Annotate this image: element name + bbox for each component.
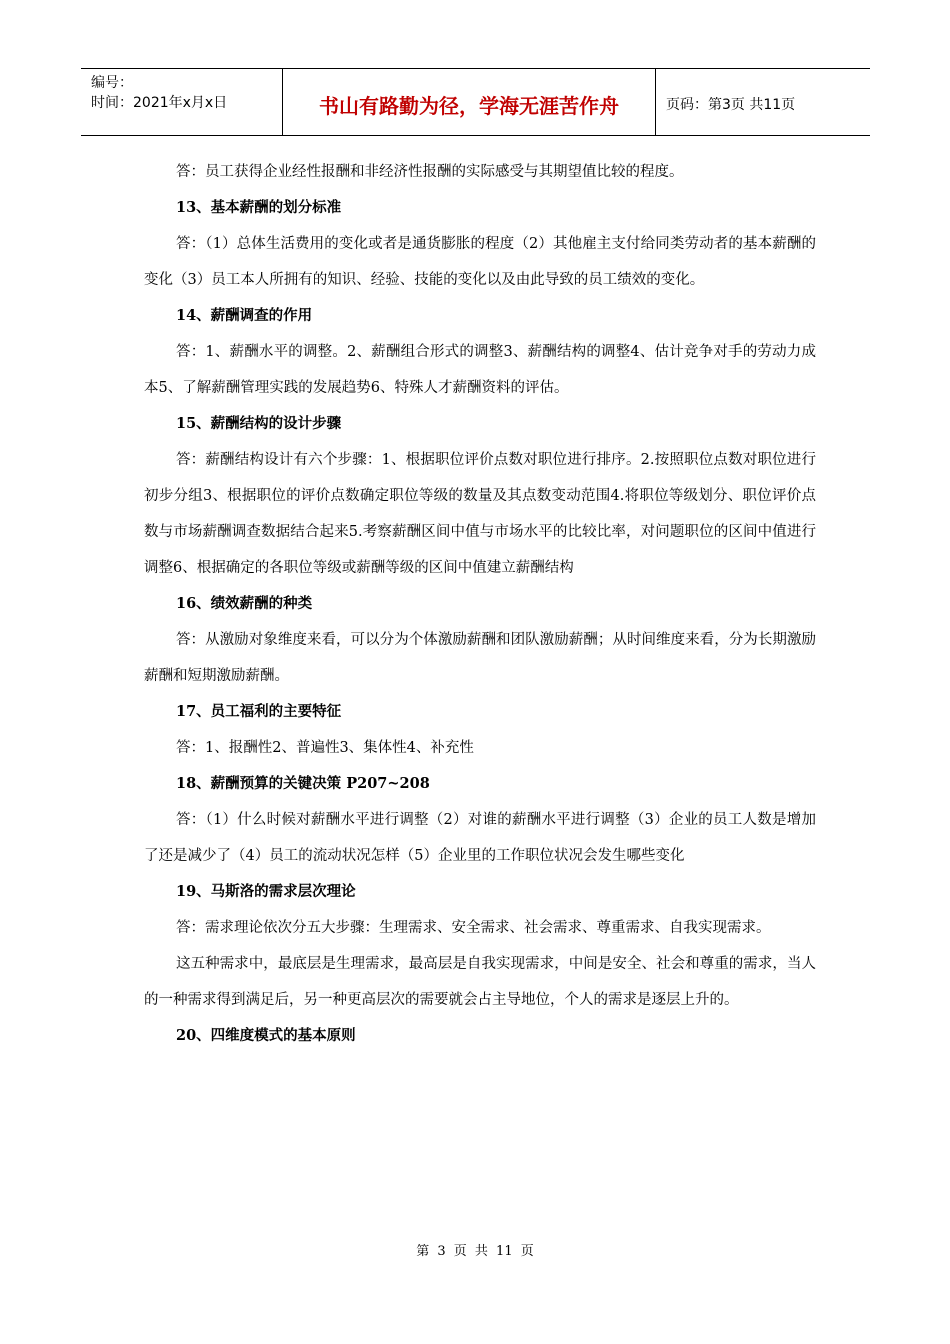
header-page-info: 页码：第3页 共11页	[666, 97, 796, 113]
answer-paragraph: 答：从激励对象维度来看，可以分为个体激励薪酬和团队激励薪酬；从时间维度来看，分为长期激励薪酬和短期激励薪酬。	[144, 632, 816, 684]
date-label: 时间：2021年x月x日	[91, 95, 228, 111]
question-heading: 18、薪酬预算的关键决策 P207~208	[176, 775, 430, 792]
answer-paragraph: 答：（1）总体生活费用的变化或者是通货膨胀的程度（2）其他雇主支付给同类劳动者的基本薪酬的变化（3）员工本人所拥有的知识、经验、技能的变化以及由此导致的员工绩效的变化。	[144, 236, 816, 288]
document-body	[144, 154, 816, 1054]
answer-paragraph: 这五种需求中，最底层是生理需求，最高层是自我实现需求，中间是安全、社会和尊重的需求，当人的一种需求得到满足后，另一种更高层次的需要就会占主导地位，个人的需求是逐层上升的。	[144, 956, 816, 1008]
question-heading: 13、基本薪酬的划分标准	[176, 199, 342, 216]
answer-paragraph: 答：薪酬结构设计有六个步骤：1、根据职位评价点数对职位进行排序。2.按照职位点数对职位进行初步分组3、根据职位的评价点数确定职位等级的数量及其点数变动范围4.将职位等级划分、职位评价点数与市场薪酬调查数据结合起来5.考察薪酬区间中值与市场水平的比较比率，对问题职位的区间中值进行调整6、根据确定的各职位等级或薪酬等级的区间中值建立薪酬结构	[144, 452, 816, 576]
page-header	[81, 68, 870, 136]
answer-paragraph: 答：（1）什么时候对薪酬水平进行调整（2）对谁的薪酬水平进行调整（3）企业的员工人数是增加了还是减少了（4）员工的流动状况怎样（5）企业里的工作职位状况会发生哪些变化	[144, 812, 816, 864]
answer-paragraph: 答：1、薪酬水平的调整。2、薪酬组合形式的调整3、薪酬结构的调整4、估计竞争对手的劳动力成本5、了解薪酬管理实践的发展趋势6、特殊人才薪酬资料的评估。	[144, 344, 816, 396]
code-label: 编号：	[91, 75, 133, 91]
page-footer: 第 3 页 共 11 页	[416, 1244, 534, 1259]
answer-paragraph: 答：员工获得企业经性报酬和非经济性报酬的实际感受与其期望值比较的程度。	[176, 164, 684, 180]
question-heading: 19、马斯洛的需求层次理论	[176, 883, 356, 900]
header-meta	[81, 69, 283, 135]
answer-paragraph: 答：需求理论依次分五大步骤：生理需求、安全需求、社会需求、尊重需求、自我实现需求。	[176, 920, 771, 936]
header-motto: 书山有路勤为径，学海无涯苦作舟	[283, 69, 656, 135]
question-heading: 14、薪酬调查的作用	[176, 307, 313, 324]
question-heading: 17、员工福利的主要特征	[176, 703, 342, 720]
question-heading: 16、绩效薪酬的种类	[176, 595, 313, 612]
question-heading: 15、薪酬结构的设计步骤	[176, 415, 342, 432]
answer-paragraph: 答：1、报酬性2、普遍性3、集体性4、补充性	[176, 740, 474, 756]
question-heading: 20、四维度模式的基本原则	[176, 1027, 356, 1044]
